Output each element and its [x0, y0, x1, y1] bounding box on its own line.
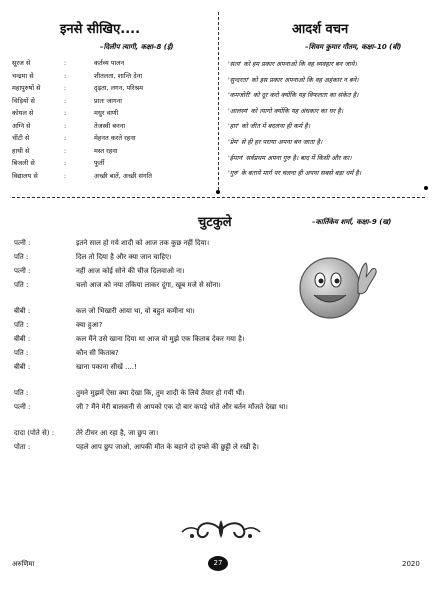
joke-line [14, 360, 424, 374]
joke-speaker: पति : [14, 349, 29, 357]
quote-line: 'ईमान' सर्वप्रथम अपना गुरु है। बाद में किसी और का। [228, 153, 352, 162]
right-section-title: आदर्श वचन [292, 22, 349, 37]
lesson-separator: : [64, 109, 67, 117]
joke-line [14, 386, 424, 400]
joke-speaker: बीबी : [14, 335, 31, 343]
joke-text: नहीं आज कोई सोने की चीज दिलवाओ ना। [76, 267, 185, 275]
joke-text: इतने साल हो गये शादी को आज तक कुछ नहीं दिया। [76, 239, 210, 247]
joke-speaker: पत्नी : [14, 239, 31, 247]
lesson-separator: : [64, 96, 67, 105]
lesson-source: चिड़ियों से [12, 96, 35, 105]
lesson-source: महापुरुषों से [12, 84, 41, 92]
footer-magazine-name: अरुणिमा [12, 560, 35, 568]
joke-speaker: पोता : [14, 443, 31, 451]
lesson-row [12, 145, 212, 158]
joke-speaker: पति : [14, 281, 29, 289]
lesson-separator: : [64, 71, 67, 80]
left-section-title: इनसे सीखिए.... [60, 22, 141, 37]
divider-dot [216, 190, 220, 194]
lesson-text: अच्छी बातें, अच्छी संगति [94, 171, 153, 180]
lesson-text: मेहनत करते रहना [94, 134, 136, 142]
lesson-row [12, 170, 212, 183]
waving-smiley-icon [296, 255, 382, 321]
lesson-separator: : [64, 159, 67, 167]
lesson-text: तेजस्वी बनना [94, 121, 126, 130]
lesson-source: चींटी से [12, 134, 30, 142]
joke-spacer [14, 374, 424, 386]
lesson-separator: : [64, 171, 67, 180]
lesson-source: कोयल से [12, 109, 34, 117]
joke-text: तेरे टीचर आ रहा है, जा छुप जा। [76, 429, 159, 437]
joke-line [14, 332, 424, 346]
left-section-author: –दिलीप त्यागी, कक्षा–8 (ई) [100, 43, 174, 51]
lessons-list [12, 57, 212, 182]
joke-spacer [14, 414, 424, 426]
quote-line: 'सत्य' को हम प्रकार अपनाओ कि वह व्यवहार बन जाये। [228, 60, 357, 68]
lesson-source: सूरज से [12, 59, 31, 67]
lesson-row [12, 70, 212, 83]
lesson-source: हाथी से [12, 146, 30, 155]
joke-line [14, 400, 424, 414]
joke-line [14, 346, 424, 360]
joke-text: खाना पकाना सीखें ....! [76, 363, 137, 371]
joke-text: क्या हुआ? [76, 321, 103, 329]
page-number-badge [208, 556, 228, 571]
quotes-list [228, 57, 433, 182]
lesson-text: प्रातः जागना [94, 96, 122, 105]
quote-line: 'हार' को जीत में बदलना ही कर्म है। [228, 122, 310, 131]
joke-text: पहले आप छुप जाओ, आपकी मौत के बहाने दो हफ्ते की छुट्टी ले रखी है। [76, 443, 259, 451]
lesson-row [12, 120, 212, 133]
lesson-row [12, 157, 212, 170]
lesson-text: दृढ़ता, लगन, परिश्रम [94, 84, 143, 92]
lesson-row [12, 57, 212, 70]
joke-speaker: पत्नी : [14, 267, 31, 275]
lesson-text: फुर्ती [94, 159, 105, 167]
joke-speaker: पत्नी : [14, 403, 31, 411]
joke-speaker: दादा (पोते से) : [14, 429, 55, 437]
joke-speaker: पति : [14, 253, 29, 261]
lesson-row [12, 95, 212, 108]
lesson-text: मस्त रहना [94, 146, 118, 155]
lesson-text: मधुर वाणी [94, 109, 119, 117]
lesson-source: अग्नि से [12, 121, 31, 130]
lesson-separator: : [64, 134, 67, 142]
joke-speaker: बीबी : [14, 307, 31, 315]
floral-ornament-icon [178, 516, 264, 544]
footer-year: 2020 [402, 560, 420, 568]
lesson-row [12, 82, 212, 95]
joke-speaker: पति : [14, 321, 29, 329]
quote-line: 'आलस्य' को त्यागो क्योंकि यह अंधकार का घर है। [228, 106, 344, 115]
quote-line: 'कमजोरी' को दूर करो क्योंकि यह विफलता का संकेत है। [228, 91, 359, 100]
column-divider [218, 12, 219, 190]
lesson-text: शीतलता, शान्ति देना [94, 71, 143, 80]
right-section-author: –शिवम कुमार गौतम, कक्षा–10 (बी) [305, 43, 402, 51]
joke-text: कल मैंने उसे खाना दिया था आज वो मुझे एक किताब देकर गया है। [76, 335, 245, 343]
lesson-separator: : [64, 121, 67, 130]
quote-line: 'गुरु' के बताये मार्ग पर चलना ही अपना सबसे बड़ा धर्म है। [228, 169, 362, 178]
lesson-text: कर्तव्य पालन [94, 59, 125, 67]
lesson-row [12, 107, 212, 120]
joke-text: कौन सी किताब? [76, 349, 119, 357]
lesson-row [12, 132, 212, 145]
joke-line [14, 426, 424, 440]
joke-text: कल जो भिखारी आया था, वो बहुत कमीना था। [76, 307, 195, 315]
joke-text: दिल तो दिया है और क्या जान चाहिए। [76, 253, 172, 261]
joke-text: चलो आज को नया तकिया लाकर दूंगा, खूब मजे से सोना। [76, 281, 221, 289]
lesson-separator: : [64, 84, 67, 92]
lesson-separator: : [64, 59, 67, 67]
quote-line: 'सुन्दरता' को इस प्रकार अपनाओ कि वह अहंकार न बने। [228, 75, 359, 84]
lesson-source: विद्यालय से [12, 171, 38, 180]
lesson-source: बिजली से [12, 159, 35, 167]
joke-line [14, 236, 424, 250]
right-end-dot [424, 186, 428, 190]
jokes-author: –कार्तिकेय शर्मा, कक्षा–9 (ख) [312, 218, 392, 226]
lesson-source: चन्द्रमा से [12, 71, 34, 80]
joke-speaker: बीबी : [14, 363, 31, 371]
section-divider [12, 197, 425, 198]
lesson-separator: : [64, 146, 67, 155]
joke-text: जी ? मैंने मेरी बालकनी से आपको एक दो बार कपड़े धोते और बर्तन माँजते देखा था। [76, 403, 288, 411]
jokes-title: चुटकुले [198, 215, 232, 230]
joke-text: तुमने मुझमें ऐसा क्या देखा कि, तुम शादी के लिये तैयार हो गयीं थीं। [76, 389, 245, 397]
quote-line: 'प्रेम' से ही हर पराया अपना बन जाता है। [228, 137, 323, 146]
joke-speaker: पति : [14, 389, 29, 397]
page-number: 27 [213, 559, 223, 567]
joke-line [14, 440, 424, 454]
